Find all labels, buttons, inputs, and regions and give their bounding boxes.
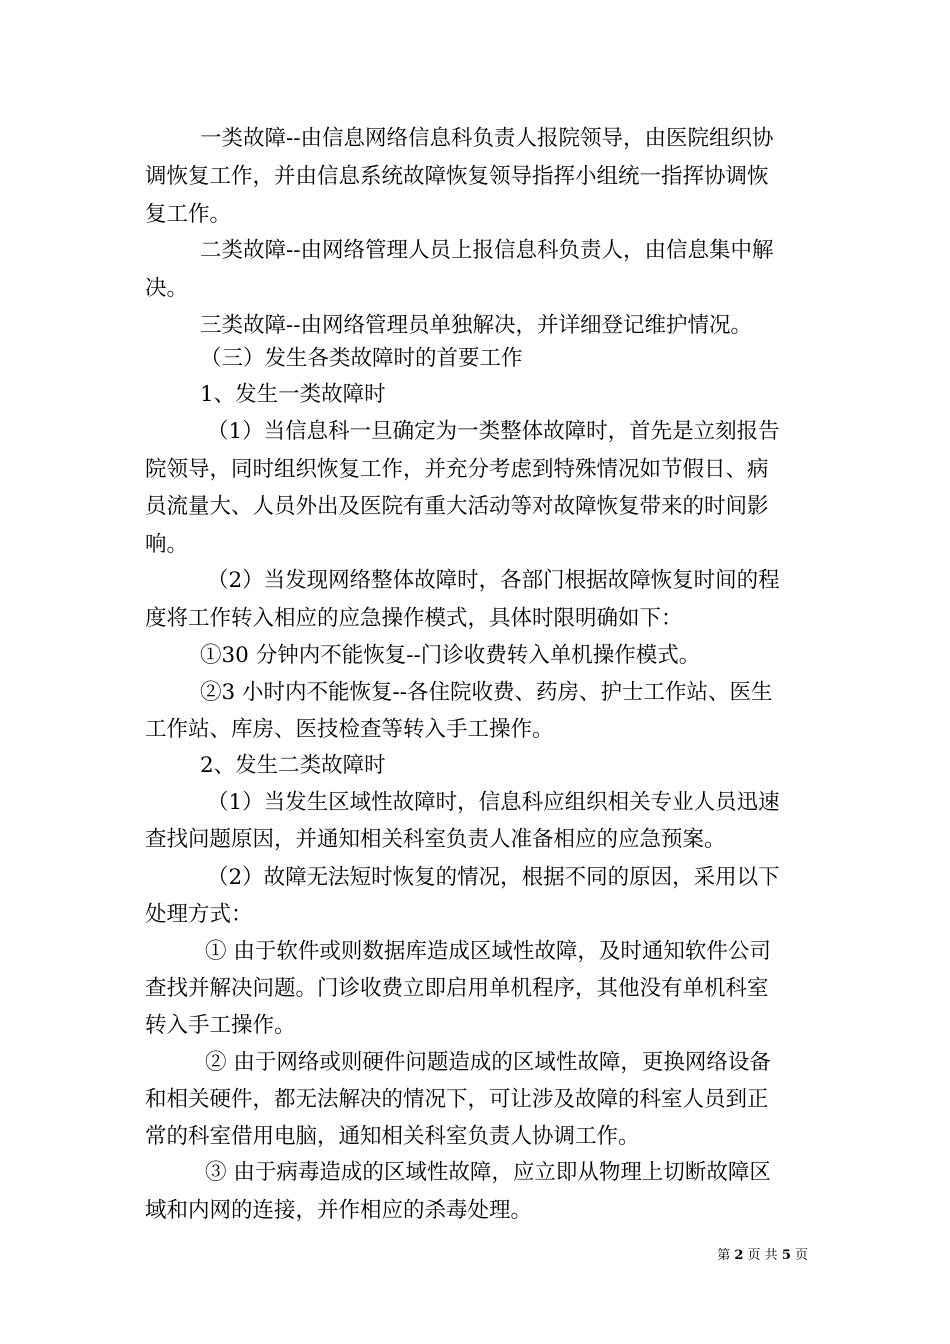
text-line: 员流量大、人员外出及医院有重大活动等对故障恢复带来的时间影: [145, 494, 769, 519]
text-line: （1）当发生区域性故障时，信息科应组织相关专业人员迅速: [207, 790, 780, 815]
text-line: ③ 由于病毒造成的区域性故障，应立即从物理上切断故障区: [205, 1160, 771, 1185]
text-line: 转入手工操作。: [145, 1013, 296, 1038]
text-line: 响。: [145, 532, 189, 557]
text-line: 和相关硬件，都无法解决的情况下，可让涉及故障的科室人员到正: [145, 1087, 769, 1112]
text-line: 一类故障--由信息网络信息科负责人报院领导，由医院组织协: [200, 126, 774, 151]
text-line: 常的科室借用电脑，通知相关科室负责人协调工作。: [145, 1124, 640, 1149]
text-line: 度将工作转入相应的应急操作模式，具体时限明确如下：: [145, 606, 683, 631]
footer-middle: 页 共: [743, 1248, 782, 1263]
text-line: 三类故障--由网络管理员单独解决，并详细登记维护情况。: [200, 313, 753, 338]
text-line: 调恢复工作，并由信息系统故障恢复领导指挥小组统一指挥协调恢: [145, 164, 769, 189]
text-line: 院领导，同时组织恢复工作，并充分考虑到特殊情况如节假日、病: [145, 457, 769, 482]
text-line: ①30 分钟内不能恢复--门诊收费转入单机操作模式。: [200, 643, 701, 668]
text-line: ②3 小时内不能恢复--各住院收费、药房、护士工作站、医生: [200, 680, 773, 705]
text-line: 查找并解决问题。门诊收费立即启用单机程序，其他没有单机科室: [145, 976, 769, 1001]
text-line: （2）当发现网络整体故障时，各部门根据故障恢复时间的程: [207, 568, 780, 593]
subsection-heading: 1、发生一类故障时: [200, 382, 386, 407]
text-line: ② 由于网络或则硬件问题造成的区域性故障，更换网络设备: [205, 1050, 771, 1075]
text-line: 查找问题原因，并通知相关科室负责人准备相应的应急预案。: [145, 827, 726, 852]
section-heading: （三）发生各类故障时的首要工作: [200, 346, 523, 371]
current-page-number: 2: [734, 1248, 744, 1263]
text-line: 工作站、库房、医技检查等转入手工操作。: [145, 717, 554, 742]
text-line: （1）当信息科一旦确定为一类整体故障时，首先是立刻报告: [207, 419, 780, 444]
footer-prefix: 第: [717, 1248, 735, 1263]
text-line: （2）故障无法短时恢复的情况，根据不同的原因，采用以下: [207, 865, 780, 890]
text-line: 复工作。: [145, 202, 232, 227]
text-line: 决。: [145, 276, 189, 301]
text-line: 域和内网的连接，并作相应的杀毒处理。: [145, 1198, 533, 1223]
page-footer: [700, 1248, 808, 1264]
footer-suffix: 页: [790, 1248, 808, 1263]
subsection-heading: 2、发生二类故障时: [200, 753, 386, 778]
total-pages-number: 5: [781, 1248, 791, 1263]
text-line: 二类故障--由网络管理人员上报信息科负责人，由信息集中解: [200, 238, 774, 263]
text-line: ① 由于软件或则数据库造成区域性故障，及时通知软件公司: [205, 939, 771, 964]
text-line: 处理方式：: [145, 902, 253, 927]
